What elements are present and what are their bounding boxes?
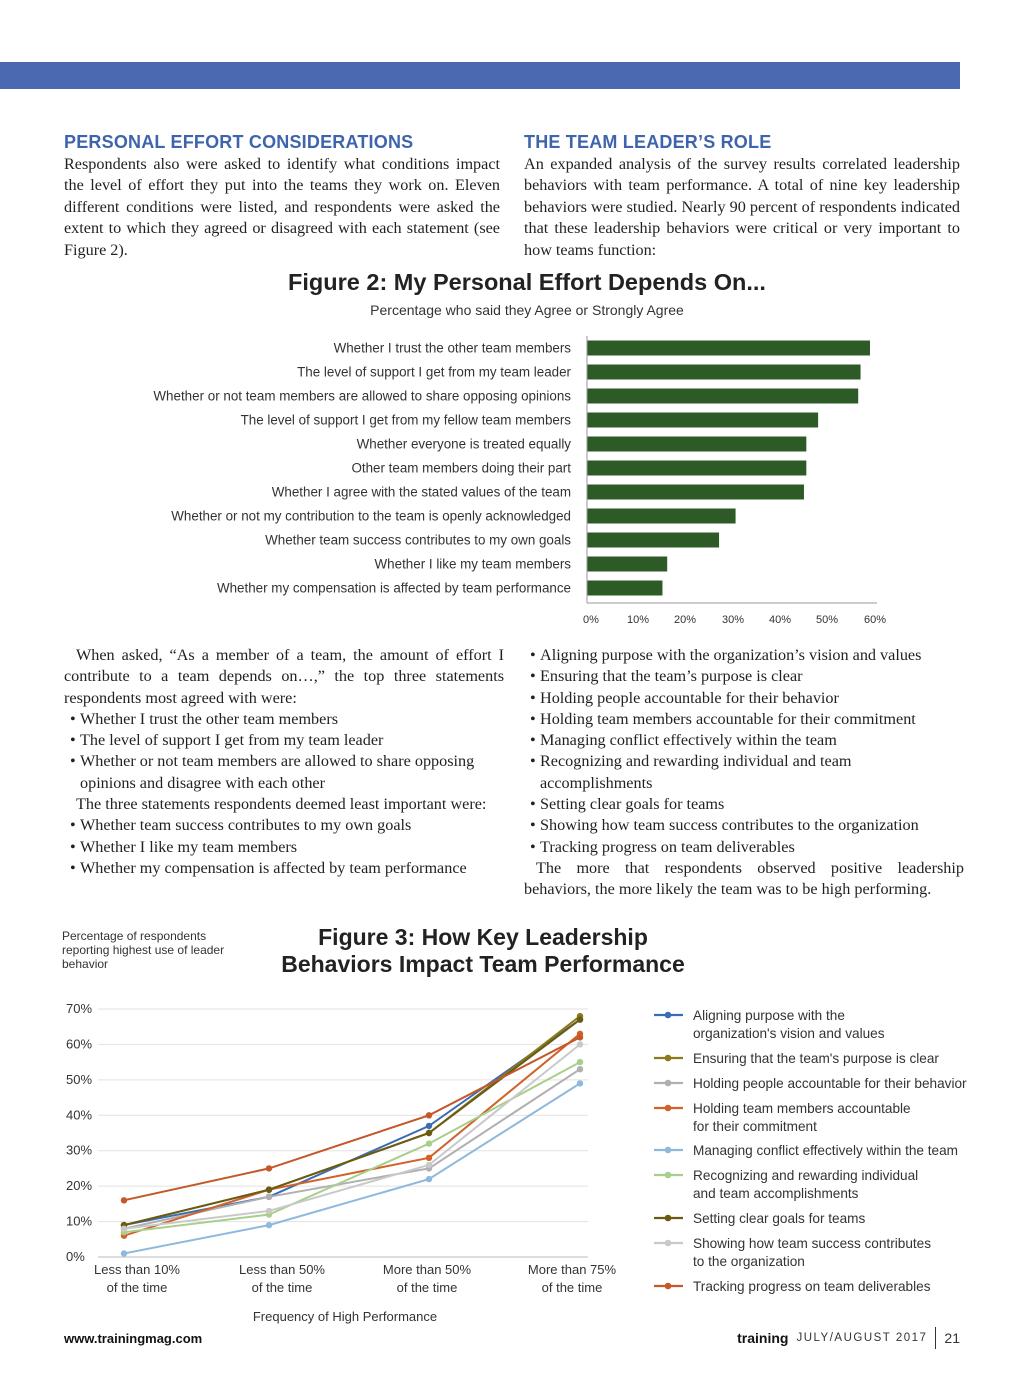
x-tick-label: of the time — [106, 1280, 168, 1295]
legend-label: for their commitment — [693, 1119, 817, 1134]
legend-label: Tracking progress on team deliverables — [693, 1279, 931, 1294]
body-right-column — [524, 645, 964, 901]
legend-label: Ensuring that the team's purpose is clear — [693, 1051, 939, 1066]
leadership-behaviors-list — [524, 645, 964, 858]
data-point — [121, 1197, 127, 1203]
bar — [587, 581, 662, 596]
bar — [587, 365, 861, 380]
figure2-bar-chart — [0, 330, 1024, 630]
series-line — [124, 1069, 580, 1229]
legend-swatch-marker — [665, 1172, 672, 1179]
bar — [587, 485, 804, 500]
list-item: • Whether or not team members are allowed to share opposing opinions and disagree with each other — [64, 751, 504, 794]
figure2-title: Figure 2: My Personal Effort Depends On... — [288, 269, 766, 295]
y-tick-label: 70% — [66, 1001, 93, 1016]
x-axis-label: Frequency of High Performance — [252, 1309, 438, 1324]
legend-swatch-marker — [665, 1080, 672, 1087]
figure3-title-line: Behaviors Impact Team Performance — [281, 951, 685, 977]
x-tick-label: 50% — [815, 614, 839, 626]
section-heading: THE TEAM LEADER’S ROLE — [524, 132, 772, 152]
legend-swatch-marker — [665, 1105, 672, 1112]
data-point — [426, 1155, 432, 1161]
bar-label: Whether or not my contribution to the team is openly acknowledged — [171, 508, 571, 524]
footer-info — [737, 1327, 960, 1349]
bar-label: Whether I agree with the stated values of the team — [271, 484, 571, 500]
x-tick-label: of the time — [251, 1280, 313, 1295]
body-left-column — [64, 645, 504, 879]
x-tick-label: Less than 10% — [93, 1262, 181, 1277]
bar-label: Whether team success contributes to my own goals — [265, 532, 571, 548]
list-item: • Aligning purpose with the organization’s vision and values — [524, 645, 964, 666]
section-text: Respondents also were asked to identify what conditions impact the level of effort they put into the teams they work on. Eleven different conditions were listed, and respondents were asked the extent to which they agreed or disagreed with each statement (see Figure 2). — [64, 155, 500, 259]
list-item: • Whether I like my team members — [64, 837, 504, 858]
x-tick-label: of the time — [541, 1280, 603, 1295]
body-closing: The more that respondents observed positive leadership behaviors, the more likely the team was to be high performing. — [524, 858, 964, 899]
legend-label: Recognizing and rewarding individual — [693, 1168, 919, 1183]
bar-label: The level of support I get from my fellow team members — [240, 412, 571, 428]
body-intro: When asked, “As a member of a team, the amount of effort I contribute to a team depends on…,” the top three statements respondents most agreed with were: — [64, 646, 504, 707]
data-point — [577, 1059, 583, 1065]
legend-label: to the organization — [693, 1254, 805, 1269]
series-line — [124, 1037, 580, 1200]
data-point — [577, 1066, 583, 1072]
list-item: • Setting clear goals for teams — [524, 794, 964, 815]
data-point — [266, 1208, 272, 1214]
list-item: • Holding people accountable for their behavior — [524, 688, 964, 709]
data-point — [426, 1123, 432, 1129]
section-team-leader-role — [524, 131, 960, 261]
legend-label: and team accomplishments — [693, 1186, 859, 1201]
series-line — [124, 1083, 580, 1253]
bar-label: Whether I like my team members — [374, 556, 571, 572]
data-point — [266, 1187, 272, 1193]
legend-swatch-marker — [665, 1215, 672, 1222]
x-tick-label: 0% — [583, 614, 599, 626]
footer-divider — [935, 1327, 936, 1349]
footer-url: www.trainingmag.com — [64, 1331, 203, 1346]
x-tick-label: More than 50% — [382, 1262, 472, 1277]
figure3-axis-note: Percentage of respondents reporting highest use of leader behavior — [62, 929, 225, 971]
x-tick-label: More than 75% — [527, 1262, 617, 1277]
list-item: • Whether my compensation is affected by team performance — [64, 858, 504, 879]
list-item: • Recognizing and rewarding individual and team accomplishments — [524, 751, 964, 794]
footer-issue: JULY/AUGUST 2017 — [796, 1332, 928, 1344]
x-tick-label: 40% — [768, 614, 792, 626]
list-item: • Showing how team success contributes to the organization — [524, 815, 964, 836]
legend-label: organization's vision and values — [693, 1026, 885, 1041]
y-tick-label: 40% — [66, 1107, 93, 1123]
bar-label: Whether I trust the other team members — [333, 340, 571, 356]
list-item: • The level of support I get from my team leader — [64, 730, 504, 751]
data-point — [266, 1222, 272, 1228]
section-text: An expanded analysis of the survey results correlated leadership behaviors with team performance. A total of nine key leadership behaviors were studied. Nearly 90 percent of respondents indicated that these leadership behaviors were critical or very important to how teams function: — [524, 155, 960, 259]
data-point — [266, 1194, 272, 1200]
y-tick-label: 0% — [66, 1249, 85, 1264]
y-tick-label: 50% — [66, 1071, 93, 1087]
y-tick-label: 10% — [66, 1213, 93, 1229]
data-point — [121, 1226, 127, 1232]
bar — [587, 341, 870, 356]
series-line — [124, 1020, 580, 1226]
bar — [587, 509, 736, 524]
x-tick-label: 10% — [626, 614, 650, 626]
series-line — [124, 1062, 580, 1232]
least-statements-list — [64, 815, 504, 879]
bar — [587, 461, 806, 476]
x-tick-label: 30% — [721, 614, 745, 626]
bar-label: The level of support I get from my team leader — [297, 364, 571, 380]
legend-label: Setting clear goals for teams — [693, 1211, 866, 1226]
y-tick-label: 60% — [66, 1036, 93, 1052]
legend-label: Managing conflict effectively within the team — [693, 1143, 958, 1158]
data-point — [426, 1112, 432, 1118]
legend-label: Holding people accountable for their behavior — [693, 1076, 967, 1091]
data-point — [577, 1080, 583, 1086]
bar — [587, 533, 719, 548]
list-item: • Whether I trust the other team members — [64, 709, 504, 730]
legend-label: Showing how team success contributes — [693, 1236, 932, 1251]
data-point — [426, 1162, 432, 1168]
list-item: • Whether team success contributes to my own goals — [64, 815, 504, 836]
list-item: • Holding team members accountable for their commitment — [524, 709, 964, 730]
figure3-title-line: Figure 3: How Key Leadership — [318, 924, 648, 950]
bar-label: Whether everyone is treated equally — [356, 436, 571, 452]
bar-label: Other team members doing their part — [351, 460, 571, 476]
series-line — [124, 1020, 580, 1226]
bar — [587, 437, 806, 452]
top-statements-list — [64, 709, 504, 794]
x-tick-label: 20% — [673, 614, 697, 626]
page-number: 21 — [944, 1330, 960, 1346]
bar-label: Whether my compensation is affected by team performance — [216, 580, 571, 596]
figure2-subtitle: Percentage who said they Agree or Strongly Agree — [370, 302, 684, 318]
list-item: • Ensuring that the team’s purpose is clear — [524, 666, 964, 687]
data-point — [426, 1176, 432, 1182]
data-point — [426, 1130, 432, 1136]
x-tick-label: Less than 50% — [238, 1262, 326, 1277]
x-tick-label: 60% — [863, 614, 887, 626]
top-color-bar — [0, 62, 960, 89]
y-tick-label: 30% — [66, 1142, 93, 1158]
bar — [587, 413, 818, 428]
legend-swatch-marker — [665, 1012, 672, 1019]
legend-label: Holding team members accountable — [693, 1101, 911, 1116]
legend-swatch-marker — [665, 1283, 672, 1290]
section-personal-effort — [64, 131, 500, 261]
data-point — [577, 1034, 583, 1040]
data-point — [266, 1165, 272, 1171]
legend-swatch-marker — [665, 1055, 672, 1062]
y-tick-label: 20% — [66, 1178, 93, 1194]
body-mid: The three statements respondents deemed least important were: — [76, 795, 487, 814]
bar — [587, 389, 858, 404]
bar — [587, 557, 667, 572]
list-item: • Managing conflict effectively within the team — [524, 730, 964, 751]
legend-label: Aligning purpose with the — [693, 1008, 845, 1023]
data-point — [121, 1250, 127, 1256]
legend-swatch-marker — [665, 1147, 672, 1154]
footer-magazine: training — [737, 1330, 789, 1346]
data-point — [426, 1140, 432, 1146]
data-point — [577, 1041, 583, 1047]
list-item: • Tracking progress on team deliverables — [524, 837, 964, 858]
data-point — [577, 1016, 583, 1022]
x-tick-label: of the time — [396, 1280, 458, 1295]
figure3-title — [240, 924, 726, 978]
figure3-line-chart — [0, 990, 1024, 1325]
series-line — [124, 1034, 580, 1236]
legend-swatch-marker — [665, 1240, 672, 1247]
series-line — [124, 1016, 580, 1225]
bar-label: Whether or not team members are allowed to share opposing opinions — [153, 388, 571, 404]
section-heading: PERSONAL EFFORT CONSIDERATIONS — [64, 132, 414, 152]
